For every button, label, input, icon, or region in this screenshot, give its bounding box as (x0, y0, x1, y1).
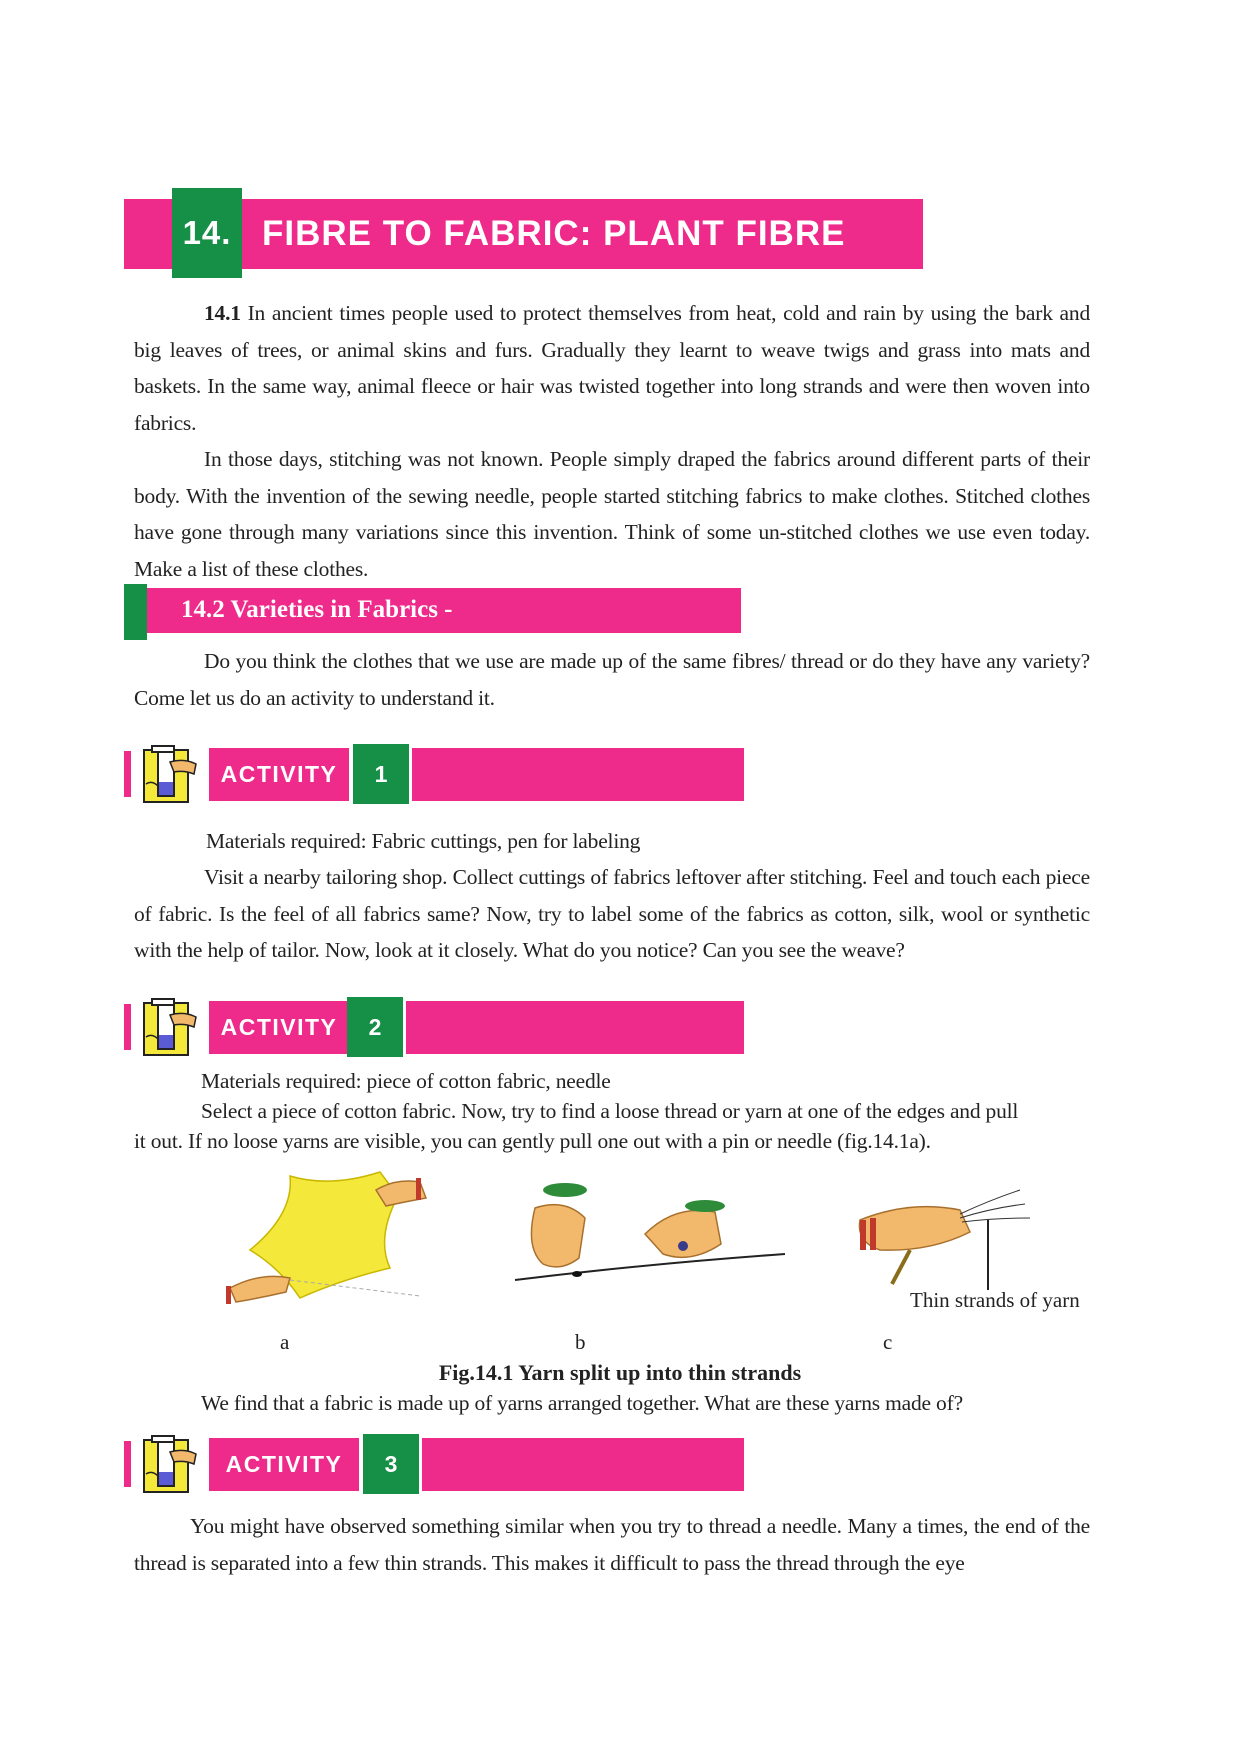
thin-strands-label: Thin strands of yarn (910, 1288, 1080, 1312)
activity-header-bar (406, 1001, 744, 1054)
activity-number: 2 (347, 997, 403, 1057)
activity-1-text: Visit a nearby tailoring shop. Collect cuttings of fabrics leftover after stitching. Feel and touch each piece of fabric. Is the feel of all fabrics same? Now, try to label some of the fabrics as cotton, silk, wool or synthetic with the help of tailor. Now, look at it closely. What do you notice? Can you see the weave? (134, 865, 1090, 962)
figure-a-image (190, 1168, 445, 1308)
intro-text: In ancient times people used to protect themselves from heat, cold and rain by using the bark and big leaves of trees, or animal skins and furs. Gradually they learnt to weave twigs and grass into mats and baskets. In the same way, animal fleece or hair was twisted together into long strands and were then woven into fabrics. (134, 301, 1090, 435)
figure-b-image (495, 1168, 795, 1308)
figure-label-a: a (280, 1330, 290, 1354)
activity-label: ACTIVITY (209, 748, 349, 801)
activity-stripe (124, 1004, 131, 1050)
figure-label-b: b (575, 1330, 586, 1354)
activity-2-text-line1: Select a piece of cotton fabric. Now, try to find a loose thread or yarn at one of the edges and pull (201, 1099, 1019, 1123)
activity-label: ACTIVITY (209, 1001, 349, 1054)
paragraph-stitching: In those days, stitching was not known. People simply draped the fabrics around different parts of their body. With the invention of the sewing needle, people started stitching fabrics to make clothes. Stitched clothes have gone through many variations since this invention. Think of some un-stitched clothes we use even today. Make a list of these clothes. (134, 447, 1090, 581)
activity-header-bar (412, 748, 744, 801)
activity-label: ACTIVITY (209, 1438, 359, 1491)
activity-2-materials: Materials required: piece of cotton fabric, needle (201, 1069, 611, 1093)
activity-number: 1 (353, 744, 409, 804)
chapter-number: 14. (172, 188, 242, 278)
chapter-title: FIBRE TO FABRIC: PLANT FIBRE (262, 214, 846, 253)
activity-3-text: You might have observed something similar when you try to thread a needle. Many a times, the end of the thread is separated into a few thin strands. This makes it difficult to pass the thread through the eye (134, 1514, 1090, 1575)
paragraph-intro (134, 295, 1090, 441)
activity-header-bar (422, 1438, 744, 1491)
activity-icon (140, 744, 200, 804)
section-title: 14.2 Varieties in Fabrics - (181, 596, 453, 623)
paragraph-yarns: We find that a fabric is made up of yarns arranged together. What are these yarns made of? (201, 1391, 963, 1415)
section-number-14-1: 14.1 (204, 301, 241, 325)
activity-3-header (124, 1434, 744, 1496)
activity-icon (140, 997, 200, 1057)
figure-label-c: c (883, 1330, 893, 1354)
activity-icon (140, 1434, 200, 1494)
figure-c-image (820, 1180, 1040, 1300)
figure-caption: Fig.14.1 Yarn split up into thin strands (438, 1360, 802, 1385)
activity-2-text-line2: it out. If no loose yarns are visible, you can gently pull one out with a pin or needle (fig.14.1a). (134, 1129, 931, 1153)
activity-stripe (124, 1441, 131, 1487)
activity-1-header (124, 744, 744, 806)
section-header-marker (124, 584, 147, 640)
activity-2-header (124, 997, 744, 1059)
activity-number: 3 (363, 1434, 419, 1494)
paragraph-varieties: Do you think the clothes that we use are made up of the same fibres/ thread or do they have any variety? Come let us do an activity to understand it. (134, 649, 1090, 710)
activity-1-materials: Materials required: Fabric cuttings, pen for labeling (206, 829, 641, 853)
activity-stripe (124, 751, 131, 797)
